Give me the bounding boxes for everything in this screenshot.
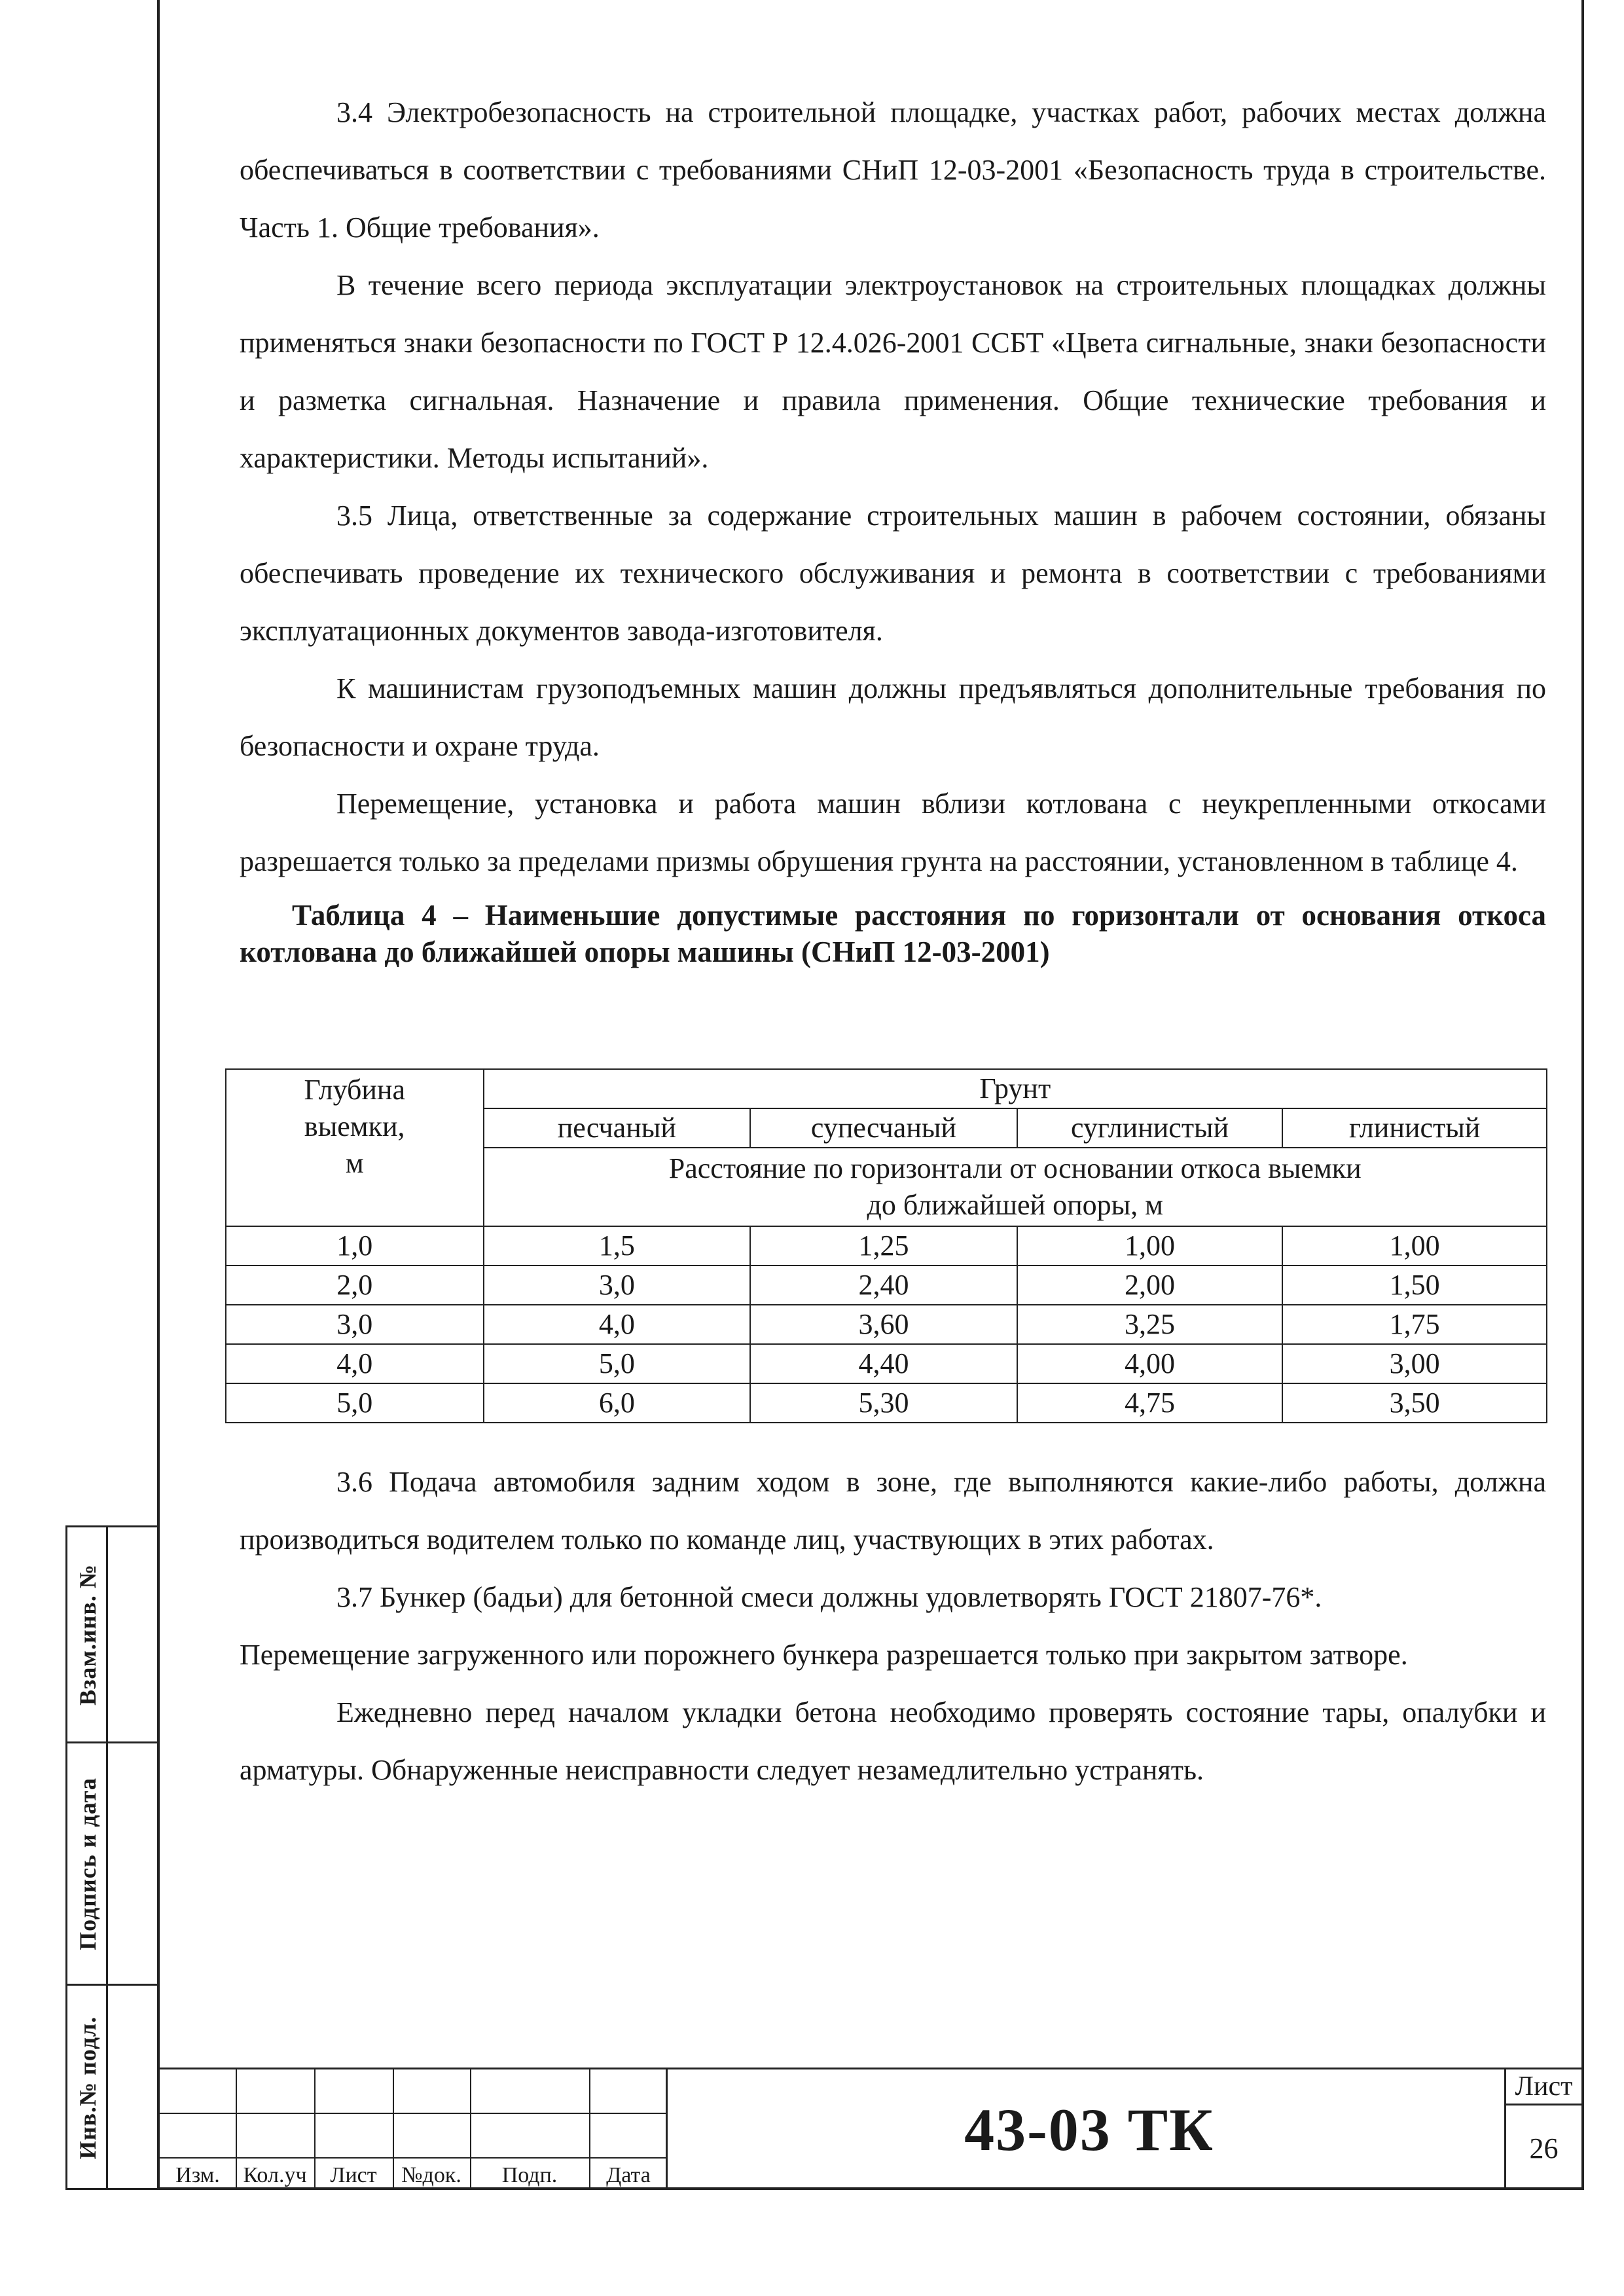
header-list: Лист <box>330 2163 377 2187</box>
table-cell: 5,30 <box>750 1383 1017 1423</box>
table-cell: 1,00 <box>1017 1226 1283 1266</box>
sheet-label: Лист <box>1506 2069 1581 2105</box>
table-row <box>226 1266 1547 1305</box>
table-cell: 2,40 <box>750 1266 1017 1305</box>
table-cell: 2,0 <box>226 1266 484 1305</box>
table-cell: 5,0 <box>226 1383 484 1423</box>
distance-header-line2: до ближайшей опоры, м <box>867 1189 1164 1221</box>
paragraph-daily-check: Ежедневно перед началом укладки бетона необходимо проверять состояние тары, опалубки и арматуры. Обнаруженные неисправности следует незамедлительно устранять. <box>240 1696 1546 1786</box>
stamp-label-inv-podl: Инв.№ подл. <box>75 2016 101 2160</box>
table-row <box>226 1305 1547 1344</box>
table-cell: 1,00 <box>1282 1226 1547 1266</box>
table-caption: Таблица 4 – Наименьшие допустимые расстояния по горизонтали от основания откоса котлована до ближайшей опоры машины (СНиП 12-03-2001) <box>240 899 1546 968</box>
table-cell: 3,25 <box>1017 1305 1283 1344</box>
table-cell: 3,0 <box>484 1266 751 1305</box>
table-cell: 1,25 <box>750 1226 1017 1266</box>
distance-header-line1: Расстояние по горизонтали от основании откоса выемки <box>668 1152 1362 1184</box>
paragraph-crane-operators: К машинистам грузоподъемных машин должны предъявляться дополнительные требования по безопасности и охране труда. <box>240 672 1546 762</box>
distance-table <box>225 1068 1547 1423</box>
table-cell: 3,50 <box>1282 1383 1547 1423</box>
table-cell: 4,0 <box>226 1344 484 1383</box>
table-cell: 4,0 <box>484 1305 751 1344</box>
paragraph-machine-placement: Перемещение, установка и работа машин вблизи котлована с неукрепленными откосами разрешается только за пределами призмы обрушения грунта на расстоянии, установленном в таблице 4. <box>240 788 1546 877</box>
document-code: 43-03 ТК <box>964 2096 1214 2163</box>
table-cell: 4,00 <box>1017 1344 1283 1383</box>
soil-header-cell: Грунт <box>484 1069 1547 1108</box>
table-cell: 1,5 <box>484 1226 751 1266</box>
distance-header-cell <box>484 1148 1547 1226</box>
soil-type-cell: супесчаный <box>750 1108 1017 1148</box>
stamp-label-podpis-data: Подпись и дата <box>75 1777 101 1950</box>
soil-type-cell: суглинистый <box>1017 1108 1283 1148</box>
table-row <box>226 1226 1547 1266</box>
table-cell: 5,0 <box>484 1344 751 1383</box>
left-margin-stamp <box>65 1525 157 2190</box>
soil-type-cell: глинистый <box>1282 1108 1547 1148</box>
body-text-upper <box>240 84 1546 970</box>
table-row <box>226 1344 1547 1383</box>
paragraph-bunker-movement: Перемещение загруженного или порожнего бункера разрешается только при закрытом затворе. <box>240 1639 1408 1671</box>
table-cell: 6,0 <box>484 1383 751 1423</box>
stamp-cell-inv-podl <box>67 1986 157 2190</box>
table-cell: 3,00 <box>1282 1344 1547 1383</box>
table-cell: 1,75 <box>1282 1305 1547 1344</box>
paragraph-3-4: 3.4 Электробезопасность на строительной площадке, участках работ, рабочих местах должна обеспечиваться в соответствии с требованиями СНиП 12-03-2001 «Безопасность труда в строительстве. Часть 1. Общие требования». <box>240 96 1546 244</box>
stamp-label-vzam-inv: Взам.инв. № <box>75 1563 101 1705</box>
stamp-cell-vzam-inv <box>67 1527 157 1743</box>
table-cell: 4,75 <box>1017 1383 1283 1423</box>
table-cell: 3,60 <box>750 1305 1017 1344</box>
table-cell: 2,00 <box>1017 1266 1283 1305</box>
paragraph-safety-signs: В течение всего периода эксплуатации электроустановок на строительных площадках должны применяться знаки безопасности по ГОСТ Р 12.4.026-2001 ССБТ «Цвета сигнальные, знаки безопасности и разметка сигнальная. Назначение и правила применения. Общие технические требования и характеристики. Методы испытаний». <box>240 269 1546 474</box>
header-kol-uch: Кол.уч <box>243 2163 307 2187</box>
body-text-lower <box>240 1453 1546 1799</box>
header-data: Дата <box>606 2163 651 2187</box>
sheet-number: 26 <box>1529 2132 1559 2164</box>
header-podp: Подп. <box>501 2163 558 2187</box>
table-cell: 1,0 <box>226 1226 484 1266</box>
depth-header-line3: м <box>345 1147 364 1179</box>
header-izm: Изм. <box>175 2163 220 2187</box>
soil-type-cell: песчаный <box>484 1108 751 1148</box>
table-header-row <box>226 1069 1547 1108</box>
stamp-cell-podpis-data <box>67 1743 157 1986</box>
paragraph-3-7: 3.7 Бункер (бадьи) для бетонной смеси должны удовлетворять ГОСТ 21807-76*. <box>336 1581 1322 1613</box>
table-cell: 3,0 <box>226 1305 484 1344</box>
revision-headers <box>160 2159 668 2192</box>
table-cell: 4,40 <box>750 1344 1017 1383</box>
table-cell: 1,50 <box>1282 1266 1547 1305</box>
header-n-dok: №док. <box>401 2163 461 2187</box>
depth-header-line2: выемки, <box>304 1110 405 1142</box>
sheet-box <box>1504 2069 1581 2190</box>
paragraph-3-5: 3.5 Лица, ответственные за содержание строительных машин в рабочем состоянии, обязаны обеспечивать проведение их технического обслуживания и ремонта в соответствии с требованиями эксплуатационных документов завода-изготовителя. <box>240 500 1546 647</box>
distance-table-wrapper <box>225 1068 1547 1423</box>
title-block <box>160 2068 1581 2190</box>
depth-header-line1: Глубина <box>304 1074 405 1106</box>
depth-header-cell <box>226 1069 484 1226</box>
table-row <box>226 1383 1547 1423</box>
paragraph-3-6: 3.6 Подача автомобиля задним ходом в зоне, где выполняются какие-либо работы, должна производиться водителем только по команде лиц, участвующих в этих работах. <box>240 1466 1546 1556</box>
revision-grid <box>160 2069 668 2190</box>
